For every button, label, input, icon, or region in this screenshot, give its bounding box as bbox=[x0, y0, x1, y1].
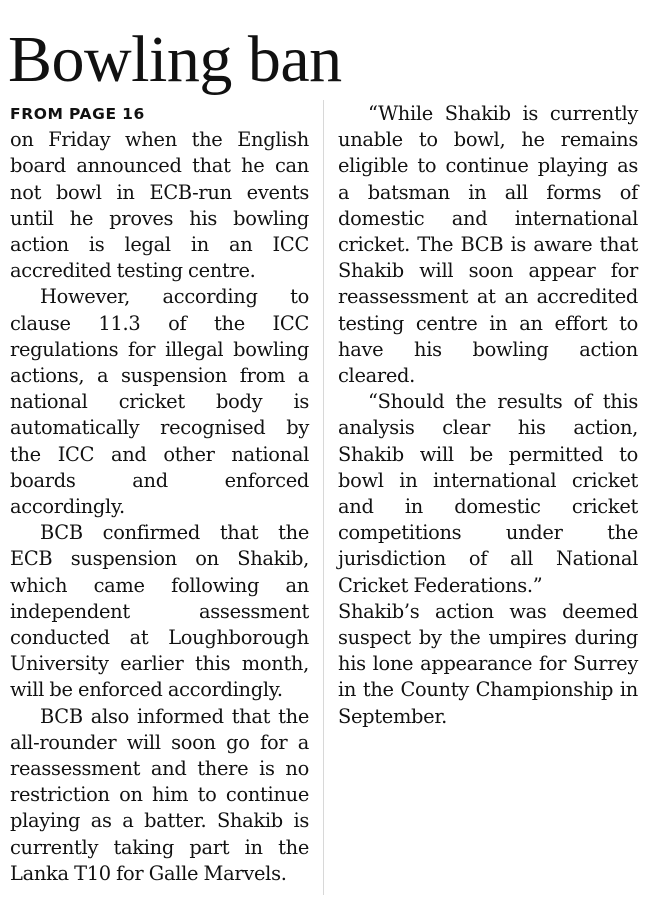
paragraph-5: “While Shakib is currently unable to bowl, he remains eligible to continue playing as a batsman in all forms of domestic and international cricket. The BCB is aware that Shakib will soon appear for reassessment at an accredited testing centre in an effort to have his bowling action cleared. bbox=[338, 102, 638, 388]
paragraph-1: on Friday when the English board announced that he can not bowl in ECB-run events until he proves his bowling action is legal in an ICC accredited testing centre. bbox=[10, 128, 309, 283]
column-divider bbox=[323, 100, 324, 895]
article-column-left bbox=[10, 101, 309, 887]
paragraph-2: However, according to clause 11.3 of the ICC regulations for illegal bowling actions, a suspension from a national cricket body is automatically recognised by the ICC and other national boards and enforced accordingly. bbox=[10, 285, 309, 519]
paragraph-7: Shakib’s action was deemed suspect by the umpires during his lone appearance for Surrey in the County Championship in September. bbox=[338, 599, 638, 728]
paragraph-4: BCB also informed that the all-rounder will soon go for a reassessment and there is no restriction on him to continue playing as a batter. Shakib is currently taking part in the Lanka T10 for Galle Marvels. bbox=[10, 704, 309, 885]
paragraph-6: “Should the results of this analysis clear his action, Shakib will be permitted to bowl in international cricket and in domestic cricket competitions under the jurisdiction of all National Cricket Federations.” bbox=[338, 390, 638, 597]
paragraph-3: BCB confirmed that the ECB suspension on Shakib, which came following an independent assessment conducted at Loughborough University earlier this month, will be enforced accordingly. bbox=[10, 521, 309, 702]
continuation-kicker: FROM PAGE 16 bbox=[10, 105, 145, 123]
article-column-right bbox=[338, 101, 638, 730]
headline: Bowling ban bbox=[8, 23, 342, 96]
